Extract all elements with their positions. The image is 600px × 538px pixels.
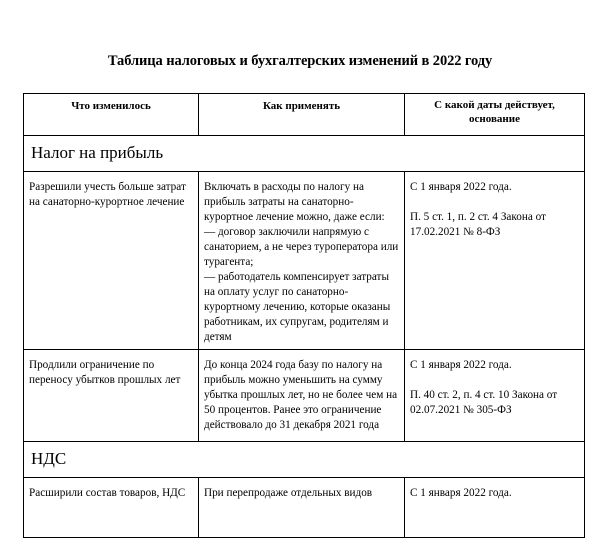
cell-when-date: С 1 января 2022 года. bbox=[410, 181, 512, 193]
header-how-to-apply: Как применять bbox=[199, 94, 405, 136]
cell-how bbox=[199, 350, 405, 442]
cell-what: Продлили ограничение по переносу убытков прошлых лет bbox=[24, 350, 199, 442]
cell-how-line: До конца 2024 года базу по налогу на прибыль можно уменьшить на сумму убытка прошлых лет, но не более чем на 50 процентов. Ранее это ограничение действовало до 31 декабря 2021 года bbox=[204, 359, 398, 431]
cell-how bbox=[199, 172, 405, 350]
page-title: Таблица налоговых и бухгалтерских изменений в 2022 году bbox=[107, 53, 493, 69]
cell-how-line: Включать в расходы по налогу на прибыль затраты на санаторно-курортное лечение можно, даже если: bbox=[204, 181, 385, 223]
cell-how-line: При перепродаже отдельных видов bbox=[204, 487, 373, 499]
cell-what: Расширили состав товаров, НДС bbox=[24, 478, 199, 538]
table-header-row bbox=[24, 94, 585, 136]
section-title: Налог на прибыль bbox=[24, 136, 585, 172]
tax-changes-table bbox=[23, 93, 585, 538]
cell-when bbox=[405, 350, 585, 442]
cell-what: Разрешили учесть больше затрат на санаторно-курортное лечение bbox=[24, 172, 199, 350]
cell-how-line: — работодатель компенсирует затраты на оплату услуг по санаторно-курортному лечению, которые оказаны работникам, их супругам, родителям и детям bbox=[204, 271, 391, 343]
section-title: НДС bbox=[24, 442, 585, 478]
section-row-vat bbox=[24, 442, 585, 478]
section-row-profit-tax bbox=[24, 136, 585, 172]
cell-how-line: — договор заключили напрямую с санаторием, а не через туроператора или турагента; bbox=[204, 226, 399, 268]
header-effective-date: С какой даты действует, основание bbox=[405, 94, 585, 136]
cell-when-basis: П. 5 ст. 1, п. 2 ст. 4 Закона от 17.02.2021 № 8-ФЗ bbox=[410, 211, 546, 238]
cell-when-date: С 1 января 2022 года. bbox=[410, 359, 512, 371]
cell-when bbox=[405, 172, 585, 350]
header-what-changed: Что изменилось bbox=[24, 94, 199, 136]
table-row bbox=[24, 172, 585, 350]
cell-when-date: С 1 января 2022 года. bbox=[410, 487, 512, 499]
table-row bbox=[24, 350, 585, 442]
cell-when-basis: П. 40 ст. 2, п. 4 ст. 10 Закона от 02.07.2021 № 305-ФЗ bbox=[410, 389, 558, 416]
